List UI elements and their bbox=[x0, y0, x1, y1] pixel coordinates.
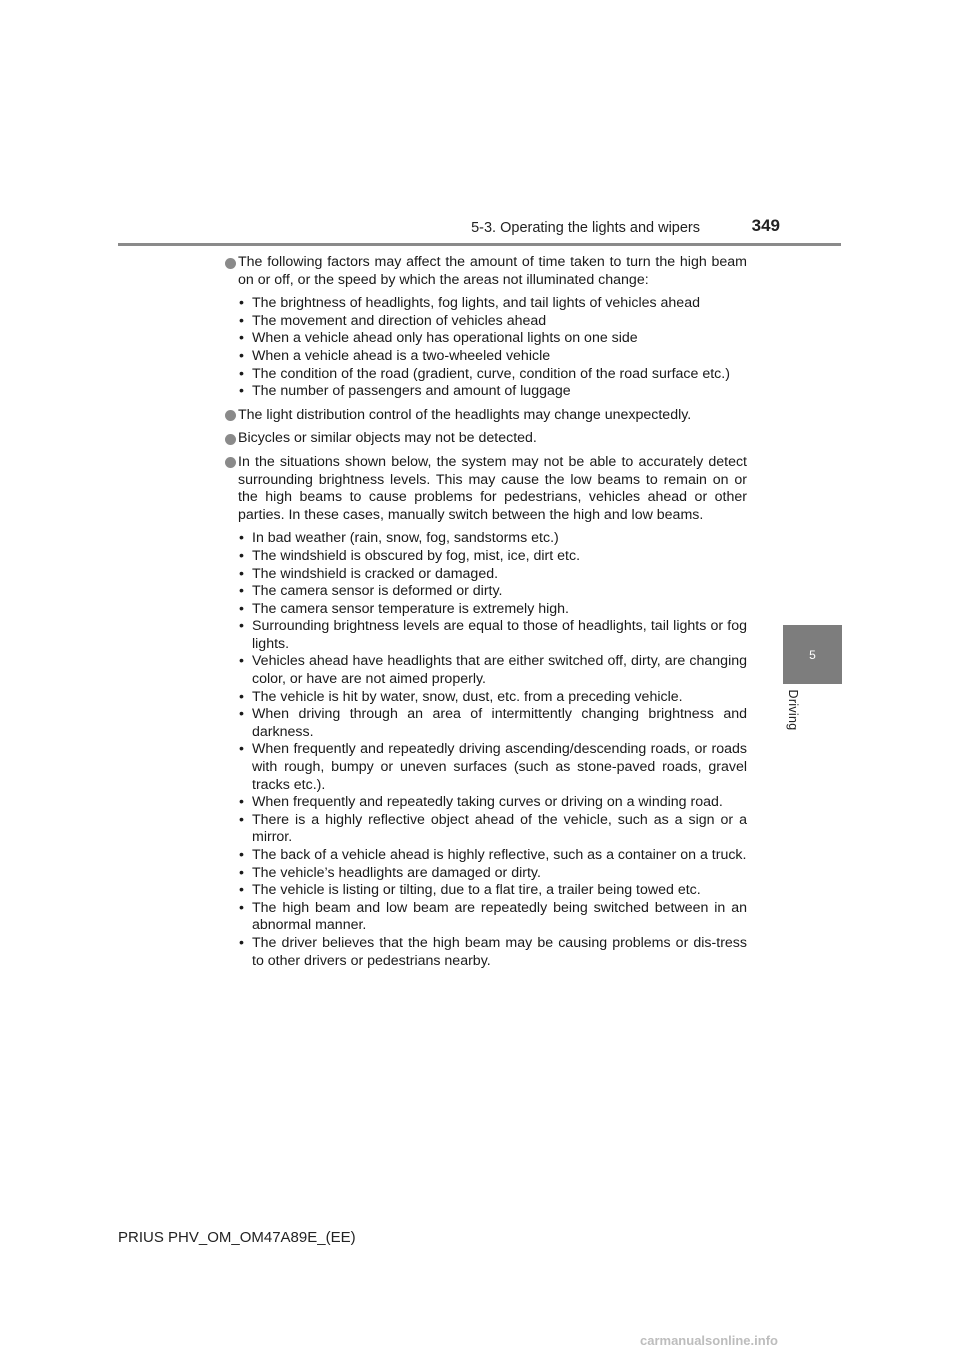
dot-marker-icon: • bbox=[239, 653, 244, 670]
list-item: • The number of passengers and amount of luggage bbox=[239, 383, 571, 400]
dot-marker-icon: • bbox=[239, 347, 244, 364]
list-item: • The windshield is obscured by fog, mist, ice, dirt etc. bbox=[239, 547, 581, 564]
dot-marker-icon: • bbox=[239, 530, 244, 547]
list-item: • The back of a vehicle ahead is highly reflective, such as a container on a truck. bbox=[239, 847, 747, 863]
dot-marker-icon: • bbox=[239, 583, 244, 600]
list-item: • The camera sensor is deformed or dirty. bbox=[239, 583, 503, 600]
list-item: • The high beam and low beam are repeatedly being switched between in an abnormal manner. bbox=[239, 899, 747, 934]
list-item: • The driver believes that the high beam may be causing problems or dis-tress to other drivers or pedestrians nearby. bbox=[239, 934, 747, 969]
chapter-number: 5 bbox=[809, 647, 816, 662]
bullet-text: Bicycles or similar objects may not be detected. bbox=[238, 430, 537, 447]
circle-bullet-icon bbox=[225, 258, 236, 269]
bullet-text: The following factors may affect the amount of time taken to turn the high beam on or off, or the speed by which the areas not illuminated change: bbox=[238, 254, 747, 288]
dot-marker-icon: • bbox=[239, 547, 244, 564]
list-item: • The windshield is cracked or damaged. bbox=[239, 565, 499, 582]
dot-marker-icon: • bbox=[239, 847, 244, 863]
bullet-paragraph bbox=[225, 407, 747, 425]
bullet-text: The light distribution control of the headlights may change unexpectedly. bbox=[238, 406, 692, 423]
dot-marker-icon: • bbox=[239, 383, 244, 400]
dot-marker-icon: • bbox=[239, 688, 244, 705]
watermark: carmanualsonline.info bbox=[640, 1333, 778, 1348]
list-item: • When a vehicle ahead only has operational lights on one side bbox=[239, 330, 638, 347]
page-number: 349 bbox=[751, 216, 780, 235]
list-item: • The vehicle is hit by water, snow, dust, etc. from a preceding vehicle. bbox=[239, 688, 683, 705]
circle-bullet-icon bbox=[225, 457, 236, 468]
dot-marker-icon: • bbox=[239, 899, 244, 916]
bullet-paragraph bbox=[225, 430, 747, 448]
bullet-paragraph bbox=[225, 254, 747, 289]
dot-marker-icon: • bbox=[239, 565, 244, 582]
dot-marker-icon: • bbox=[239, 811, 244, 828]
document-code: PRIUS PHV_OM_OM47A89E_(EE) bbox=[118, 1229, 356, 1246]
page-content bbox=[225, 254, 747, 976]
section-title: 5-3. Operating the lights and wipers bbox=[471, 220, 700, 236]
dot-marker-icon: • bbox=[239, 295, 244, 312]
bullet-text: In the situations shown below, the system may not be able to accurately detect surrounding brightness levels. This may cause the low beams to remain on or the high beams to cause problems for pedestrians, vehicles ahead or other parties. In these cases, manually switch between the high and low beams. bbox=[238, 453, 747, 523]
dot-marker-icon: • bbox=[239, 600, 244, 617]
list-item: • When frequently and repeatedly driving ascending/descending roads, or roads with rough, bumpy or uneven surfaces (such as stone-paved roads, gravel tracks etc.). bbox=[239, 741, 747, 793]
sub-list bbox=[225, 530, 747, 970]
circle-bullet-icon bbox=[225, 434, 236, 445]
dot-marker-icon: • bbox=[239, 741, 244, 758]
dot-marker-icon: • bbox=[239, 882, 244, 899]
list-item: • Vehicles ahead have headlights that are either switched off, dirty, are changing color, or have are not aimed properly. bbox=[239, 653, 747, 688]
list-item: • The vehicle is listing or tilting, due to a flat tire, a trailer being towed etc. bbox=[239, 882, 701, 899]
dot-marker-icon: • bbox=[239, 706, 244, 723]
sub-list bbox=[225, 295, 747, 401]
list-item: • Surrounding brightness levels are equal to those of headlights, tail lights or fog lights. bbox=[239, 618, 747, 652]
list-item: • In bad weather (rain, snow, fog, sandstorms etc.) bbox=[239, 530, 559, 547]
dot-marker-icon: • bbox=[239, 618, 244, 635]
dot-marker-icon: • bbox=[239, 794, 244, 811]
list-item: • The vehicle’s headlights are damaged or dirty. bbox=[239, 864, 541, 881]
dot-marker-icon: • bbox=[239, 864, 244, 881]
list-item: • The movement and direction of vehicles ahead bbox=[239, 312, 547, 329]
circle-bullet-icon bbox=[225, 410, 236, 421]
list-item: • When a vehicle ahead is a two-wheeled vehicle bbox=[239, 347, 551, 364]
dot-marker-icon: • bbox=[239, 330, 244, 347]
list-item: • The brightness of headlights, fog lights, and tail lights of vehicles ahead bbox=[239, 295, 700, 312]
list-item: • When frequently and repeatedly taking curves or driving on a winding road. bbox=[239, 794, 723, 811]
chapter-label: Driving bbox=[786, 689, 800, 731]
dot-marker-icon: • bbox=[239, 365, 244, 382]
header-divider bbox=[118, 243, 841, 246]
list-item: • The camera sensor temperature is extremely high. bbox=[239, 600, 569, 617]
dot-marker-icon: • bbox=[239, 934, 244, 951]
dot-marker-icon: • bbox=[239, 312, 244, 329]
list-item: • The condition of the road (gradient, curve, condition of the road surface etc.) bbox=[239, 365, 730, 382]
bullet-paragraph bbox=[225, 454, 747, 524]
list-item: • When driving through an area of intermittently changing brightness and darkness. bbox=[239, 706, 747, 740]
list-item: • There is a highly reflective object ahead of the vehicle, such as a sign or a mirror. bbox=[239, 811, 747, 846]
